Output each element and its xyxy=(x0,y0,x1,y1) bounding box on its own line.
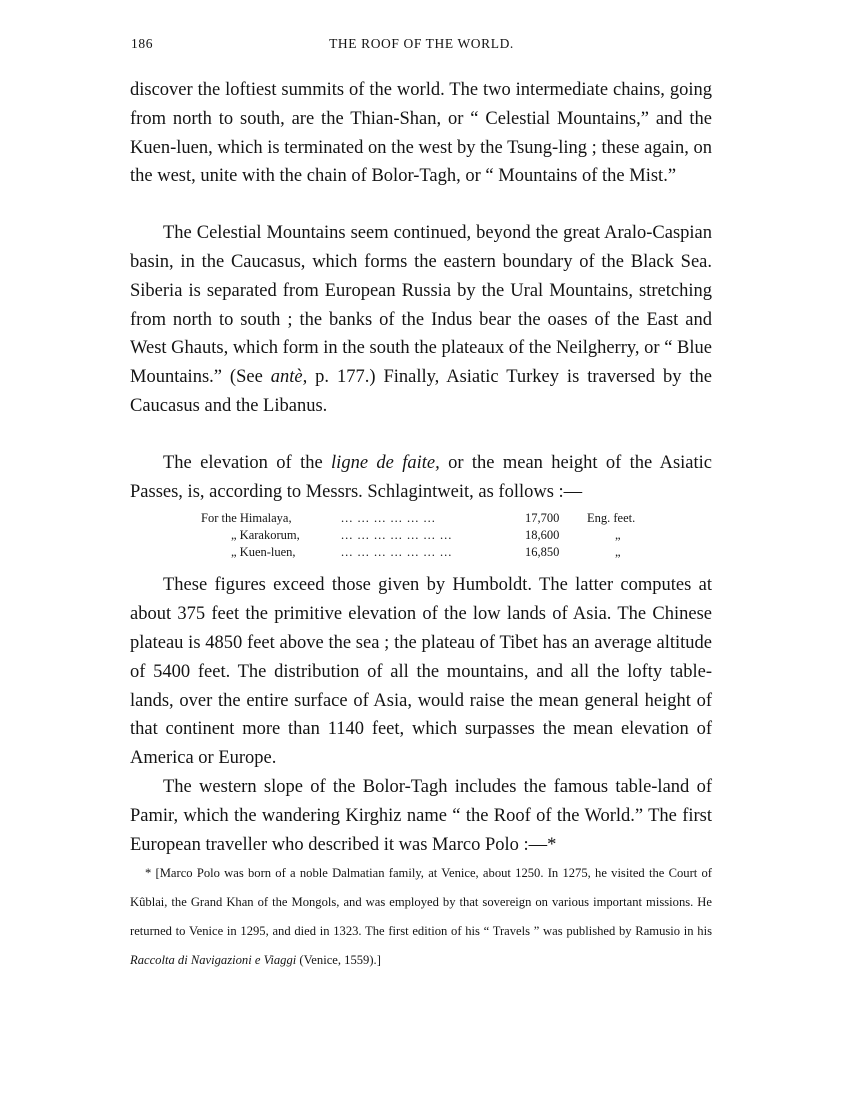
pass-height: 16,850 xyxy=(525,545,560,560)
running-title: THE ROOF OF THE WORLD. xyxy=(329,36,514,51)
footnote-text: * [Marco Polo was born of a noble Dalmatian family, at Venice, about 1250. In 1275, he visited the Court of Kûblai, the Grand Khan of the Mongols, and was employed by that sovereign on various important missions. He returned to Venice in 1295, and died in 1323. The first edition of his “ Travels ” was published by Ramusio in his xyxy=(130,866,712,938)
height-unit: Eng. feet. xyxy=(587,511,636,526)
pass-name: „ Kuen-luen, xyxy=(231,545,296,560)
paragraph-text: p. 177.) Finally, Asiatic Turkey is traversed by the Caucasus and the Libanus. xyxy=(130,367,712,416)
paragraph-text: The elevation of the xyxy=(163,452,332,473)
pass-name: For the Himalaya, xyxy=(201,511,292,526)
pass-height: 17,700 xyxy=(525,511,560,526)
paragraph-humboldt: These figures exceed those given by Humboldt. The latter computes at about 375 feet the primitive elevation of the low lands of Asia. The Chinese plateau is 4850 feet above the sea ; the plateau of Tibet has an average altitude of 5400 feet. The distribution of all the mountains, and all the lofty table-lands, over the entire surface of Asia, would raise the mean general height of that continent more than 1140 feet, which surpasses the mean elevation of America or Europe. xyxy=(130,575,712,769)
table-row xyxy=(201,510,712,527)
running-header xyxy=(131,36,712,58)
paragraph-continuation: discover the loftiest summits of the world. The two intermediate chains, going from north to south, are the Thian-Shan, or “ Celestial Mountains,” and the Kuen-luen, which is terminated on the west by the Tsung-ling ; these again, on the west, unite with the chain of Bolor-Tagh, or “ Mountains of the Mist.” xyxy=(130,80,712,187)
paragraph-text: The Celestial Mountains seem continued, beyond the great Aralo-Caspian basin, in the Caucasus, which forms the eastern boundary of the Black Sea. Siberia is separated from European Russia by the Ural Mountains, stretching from north to south ; the banks of the Indus bear the oases of the East and West Ghauts, which form in the south the plateaux of the Neilgherry, or “ Blue Mountains.” (See xyxy=(130,223,712,388)
footnote xyxy=(130,859,712,974)
page-number: 186 xyxy=(131,36,154,51)
work-title: Raccolta di Navigazioni e Viaggi xyxy=(130,952,297,967)
pass-heights-table xyxy=(201,510,712,561)
footnote-text: (Venice, 1559).] xyxy=(296,952,381,967)
pass-name: „ Karakorum, xyxy=(231,528,300,543)
height-unit: „ xyxy=(615,528,621,543)
leader-dots: ... ... ... ... ... ... xyxy=(341,511,436,526)
paragraph-celestial-mountains xyxy=(130,219,712,421)
pass-height: 18,600 xyxy=(525,528,560,543)
paragraph-elevation xyxy=(130,449,712,507)
paragraph-pamir: The western slope of the Bolor-Tagh includes the famous table-land of Pamir, which the wandering Kirghiz name “ the Roof of the World.” The first European traveller who described it was Marco Polo :—* xyxy=(130,776,712,855)
leader-dots: ... ... ... ... ... ... ... xyxy=(341,545,453,560)
table-row xyxy=(201,527,712,544)
paragraph-text: or the mean height of the Asiatic Passes, is, according to Messrs. Schlagintweit, as follows :— xyxy=(130,452,712,502)
page-body xyxy=(130,76,712,975)
term-ligne-de-faite: ligne de faite, xyxy=(331,452,440,473)
height-unit: „ xyxy=(615,545,621,560)
table-row xyxy=(201,544,712,561)
ante-reference: antè, xyxy=(270,367,308,388)
leader-dots: ... ... ... ... ... ... ... xyxy=(341,528,453,543)
